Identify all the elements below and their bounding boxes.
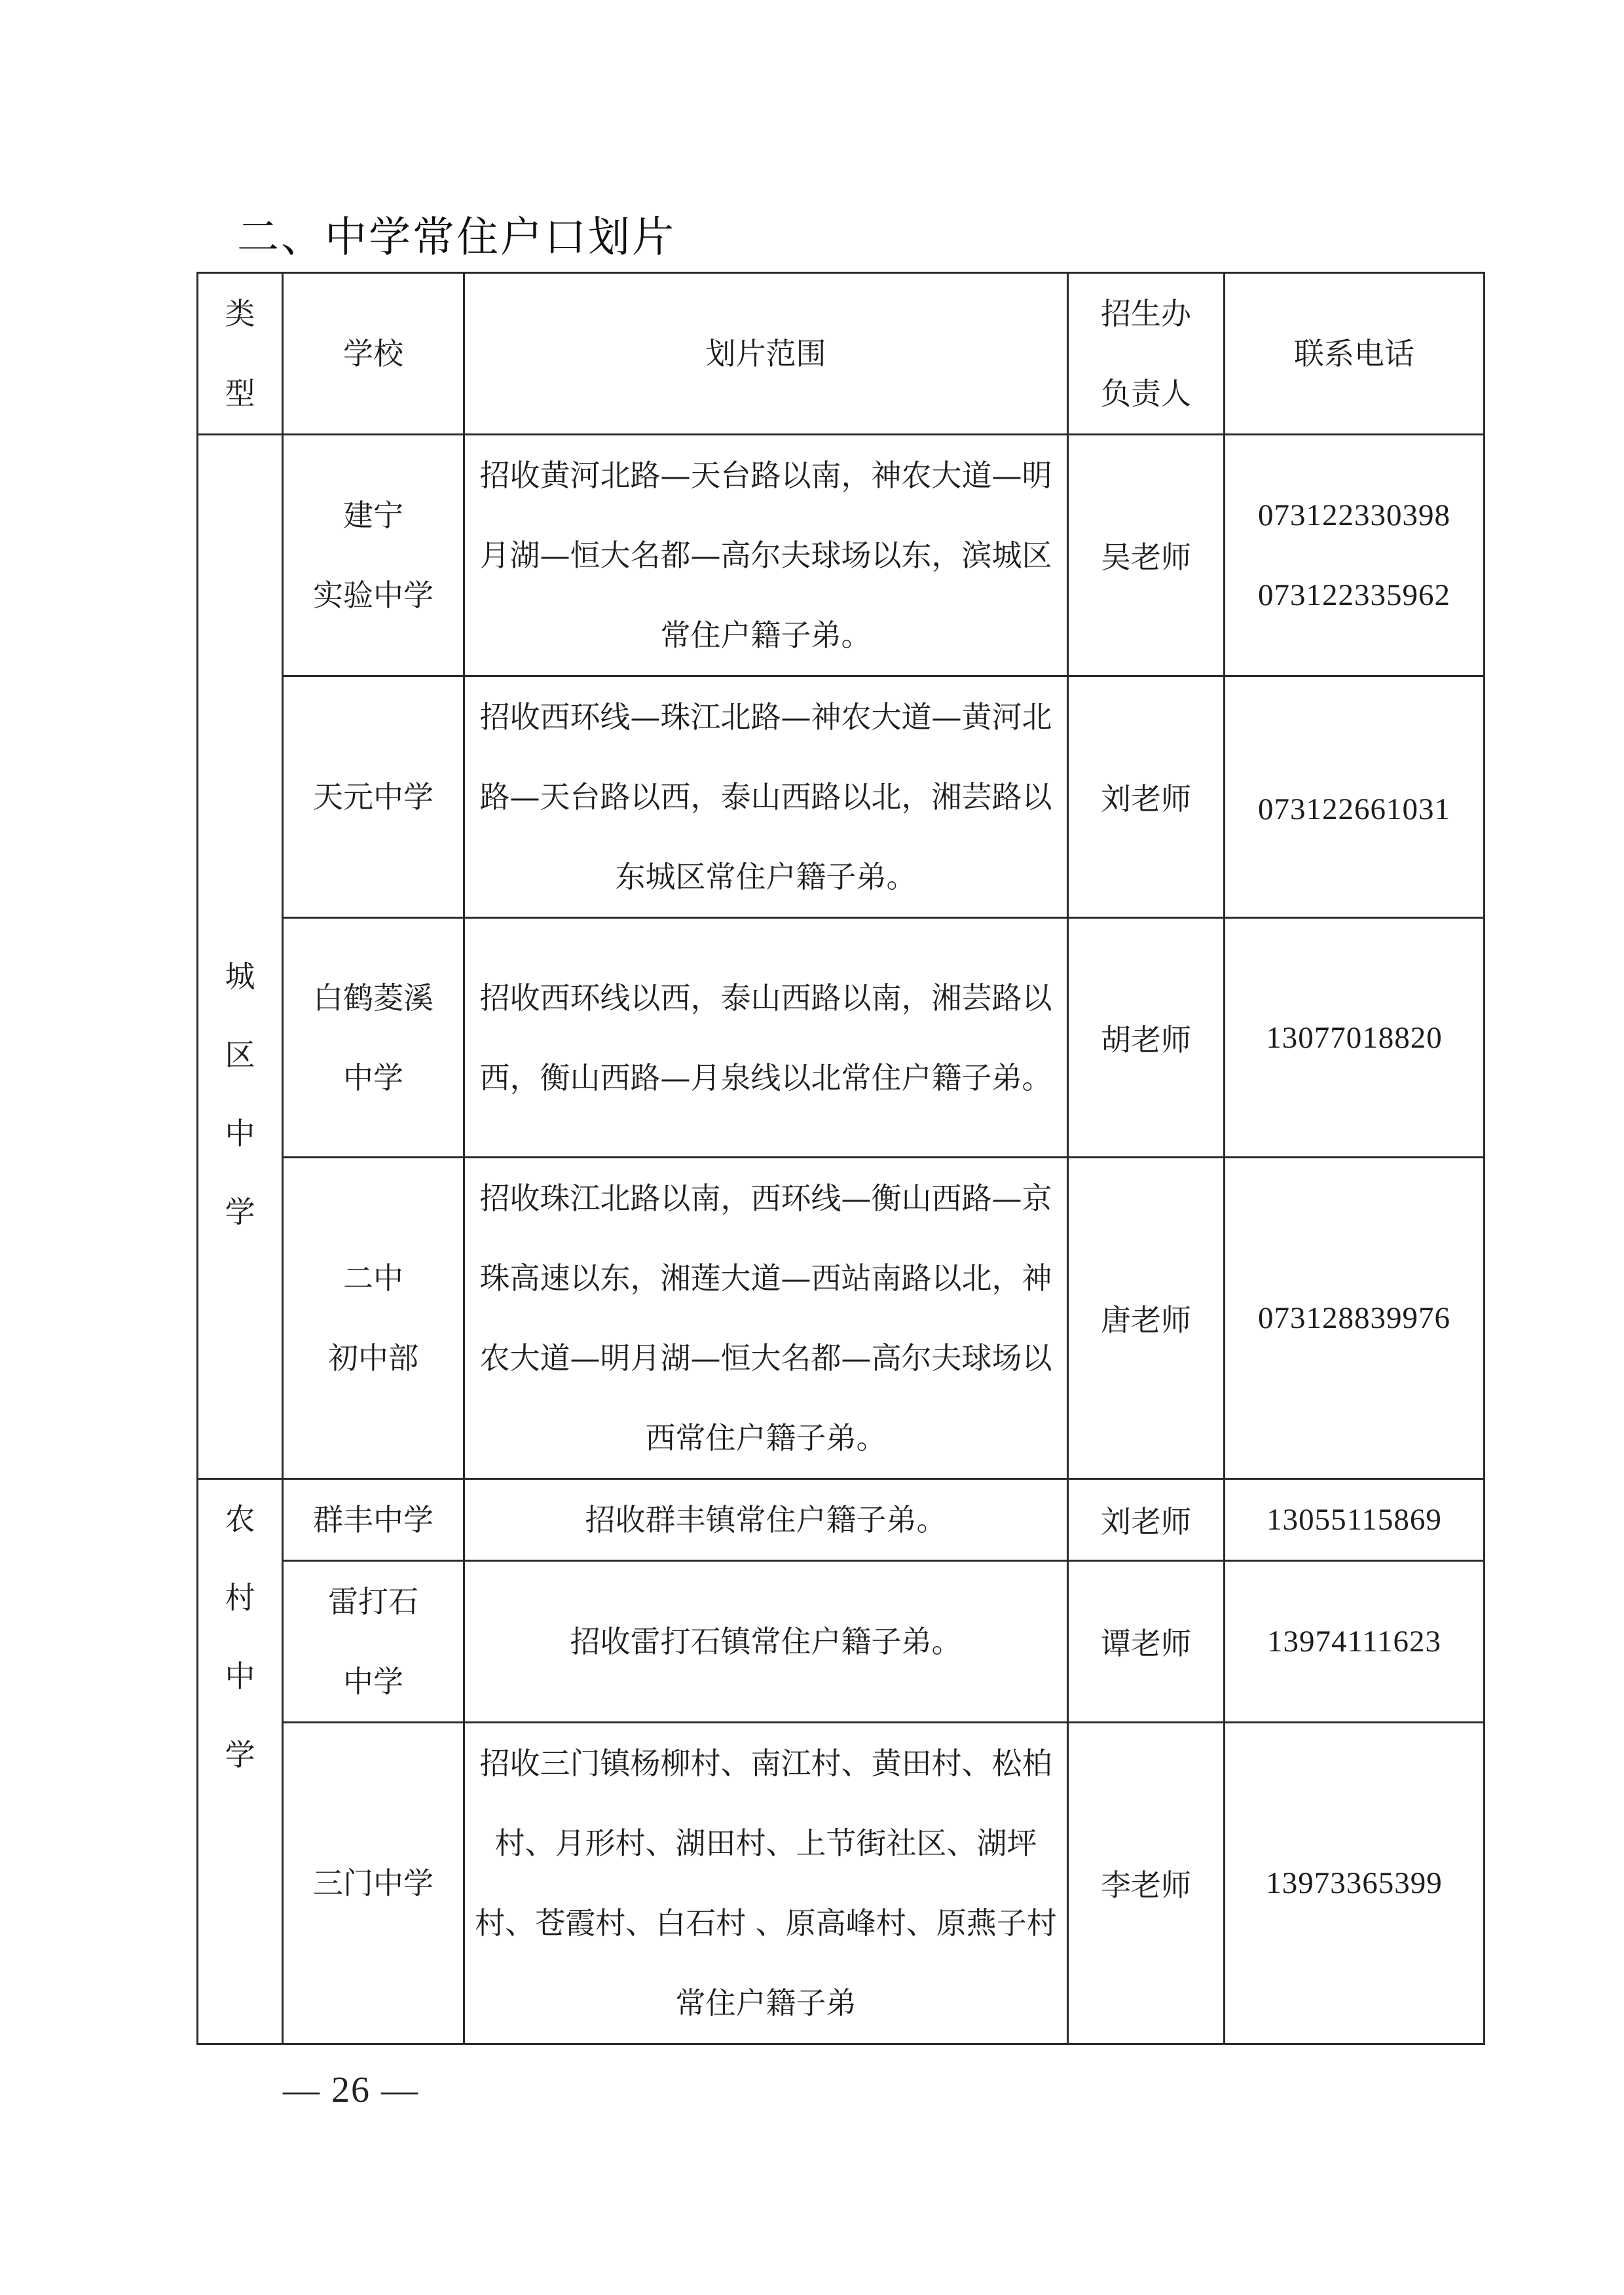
table-row: [198, 918, 1485, 1158]
table-row: [198, 435, 1485, 676]
page-number: — 26 —: [283, 2070, 419, 2110]
contact-phone: 13055115869: [1225, 1479, 1485, 1561]
school-name: 三门中学: [283, 1723, 464, 2044]
contact-phone: 13973365399: [1225, 1723, 1485, 2044]
contact-person: 刘老师: [1068, 676, 1225, 918]
zoning-range: 招收珠江北路以南，西环线—衡山西路—京珠高速以东，湘莲大道—西站南路以北，神农大道—明月湖—恒大名都—高尔夫球场以西常住户籍子弟。: [464, 1158, 1068, 1479]
table-row: [198, 1561, 1485, 1723]
school-name: 群丰中学: [283, 1479, 464, 1561]
contact-person: 胡老师: [1068, 918, 1225, 1158]
category-rural: 农 村 中 学: [198, 1479, 283, 2044]
school-name: 建宁 实验中学: [283, 435, 464, 676]
header-row: [198, 273, 1485, 435]
contact-person: 刘老师: [1068, 1479, 1225, 1561]
contact-person: 唐老师: [1068, 1158, 1225, 1479]
zoning-range: 招收群丰镇常住户籍子弟。: [464, 1479, 1068, 1561]
section-heading: 二、中学常住户口划片: [237, 213, 676, 262]
header-phone: 联系电话: [1225, 273, 1485, 435]
contact-phone: 073122330398 073122335962: [1225, 435, 1485, 676]
zoning-table: [196, 272, 1485, 2045]
table-row: [198, 1158, 1485, 1479]
category-urban: 城 区 中 学: [198, 435, 283, 1479]
zoning-range: 招收三门镇杨柳村、南江村、黄田村、松柏村、月形村、湖田村、上节街社区、湖坪村、苍霞村、白石村 、原高峰村、原燕子村常住户籍子弟: [464, 1723, 1068, 2044]
zoning-range: 招收黄河北路—天台路以南，神农大道—明月湖—恒大名都—高尔夫球场以东，滨城区常住户籍子弟。: [464, 435, 1068, 676]
contact-phone: 13974111623: [1225, 1561, 1485, 1723]
zoning-range: 招收西环线—珠江北路—神农大道—黄河北路—天台路以西，泰山西路以北，湘芸路以东城区常住户籍子弟。: [464, 676, 1068, 918]
school-name: 白鹤菱溪 中学: [283, 918, 464, 1158]
school-name: 雷打石 中学: [283, 1561, 464, 1723]
contact-phone: 073122661031: [1225, 676, 1485, 918]
table-row: [198, 1723, 1485, 2044]
table-row: [198, 676, 1485, 918]
header-school: 学校: [283, 273, 464, 435]
contact-person: 谭老师: [1068, 1561, 1225, 1723]
contact-phone: 073128839976: [1225, 1158, 1485, 1479]
school-name: 二中 初中部: [283, 1158, 464, 1479]
zoning-range: 招收西环线以西，泰山西路以南，湘芸路以西，衡山西路—月泉线以北常住户籍子弟。: [464, 918, 1068, 1158]
table-row: [198, 1479, 1485, 1561]
contact-person: 李老师: [1068, 1723, 1225, 2044]
header-contact: 招生办 负责人: [1068, 273, 1225, 435]
zoning-range: 招收雷打石镇常住户籍子弟。: [464, 1561, 1068, 1723]
contact-person: 吴老师: [1068, 435, 1225, 676]
header-type: 类 型: [198, 273, 283, 435]
header-range: 划片范围: [464, 273, 1068, 435]
contact-phone: 13077018820: [1225, 918, 1485, 1158]
school-name: 天元中学: [283, 676, 464, 918]
